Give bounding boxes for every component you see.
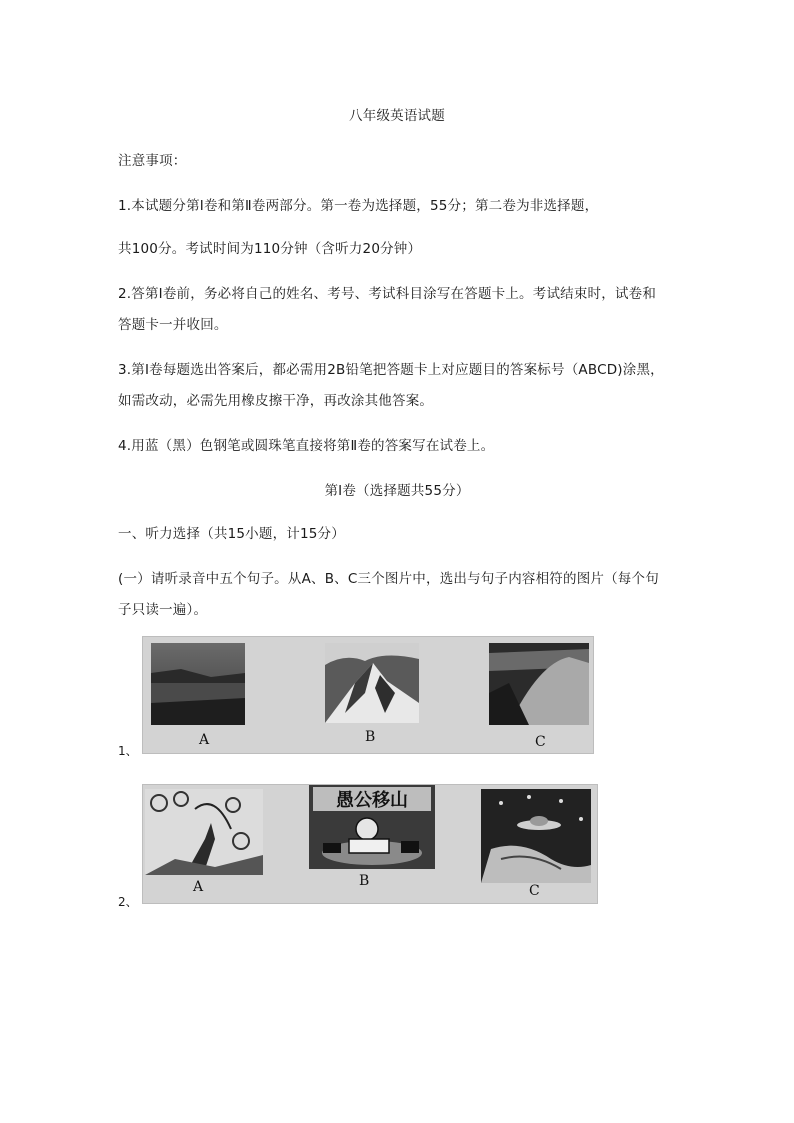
instruction-line-1: (一）请听录音中五个句子。从A、B、C三个图片中，选出与句子内容相符的图片（每个句 xyxy=(118,571,659,587)
question-number: 1、 xyxy=(118,744,138,758)
option-c-label: C xyxy=(529,883,540,899)
note-line-7: 4.用蓝（黑）色钢笔或圆珠笔直接将第Ⅱ卷的答案写在试卷上。 xyxy=(118,438,495,454)
note-line-4: 答题卡一并收回。 xyxy=(118,317,228,333)
note-line-1: 1.本试题分第Ⅰ卷和第Ⅱ卷两部分。第一卷为选择题，55分；第二卷为非选择题， xyxy=(118,198,599,214)
option-a-image xyxy=(145,789,263,875)
part-heading: 一、听力选择（共15小题，计15分） xyxy=(118,526,345,542)
instruction-line-2: 子只读一遍）。 xyxy=(118,602,208,618)
note-line-2: 共100分。考试时间为110分钟（含听力20分钟） xyxy=(118,241,422,257)
note-line-3: 2.答第Ⅰ卷前，务必将自己的姓名、考号、考试科目涂写在答题卡上。考试结束时，试卷和 xyxy=(118,286,657,302)
notice-heading: 注意事项： xyxy=(118,153,187,169)
exam-title: 八年级英语试题 xyxy=(349,108,445,124)
option-a-image xyxy=(151,643,245,725)
option-a-label: A xyxy=(193,879,204,895)
question-1-image-strip xyxy=(142,636,594,754)
option-c-image xyxy=(489,643,589,725)
comic-title-text: 愚公移山 xyxy=(336,790,408,811)
note-line-6: 如需改动，必需先用橡皮擦干净，再改涂其他答案。 xyxy=(118,393,434,409)
option-c-image xyxy=(481,789,591,883)
question-2-image-strip xyxy=(142,784,598,904)
option-a-label: A xyxy=(199,732,210,748)
option-c-label: C xyxy=(535,734,546,750)
note-line-5: 3.第Ⅰ卷每题选出答案后，都必需用2B铅笔把答题卡上对应题目的答案标号（ABCD)涂黑， xyxy=(118,362,664,378)
option-b-label: B xyxy=(365,729,376,745)
section-title: 第Ⅰ卷（选择题共55分） xyxy=(324,483,470,499)
option-b-label: B xyxy=(359,873,370,889)
question-number: 2、 xyxy=(118,895,138,909)
option-b-image xyxy=(325,643,419,723)
option-b-image xyxy=(309,785,435,869)
